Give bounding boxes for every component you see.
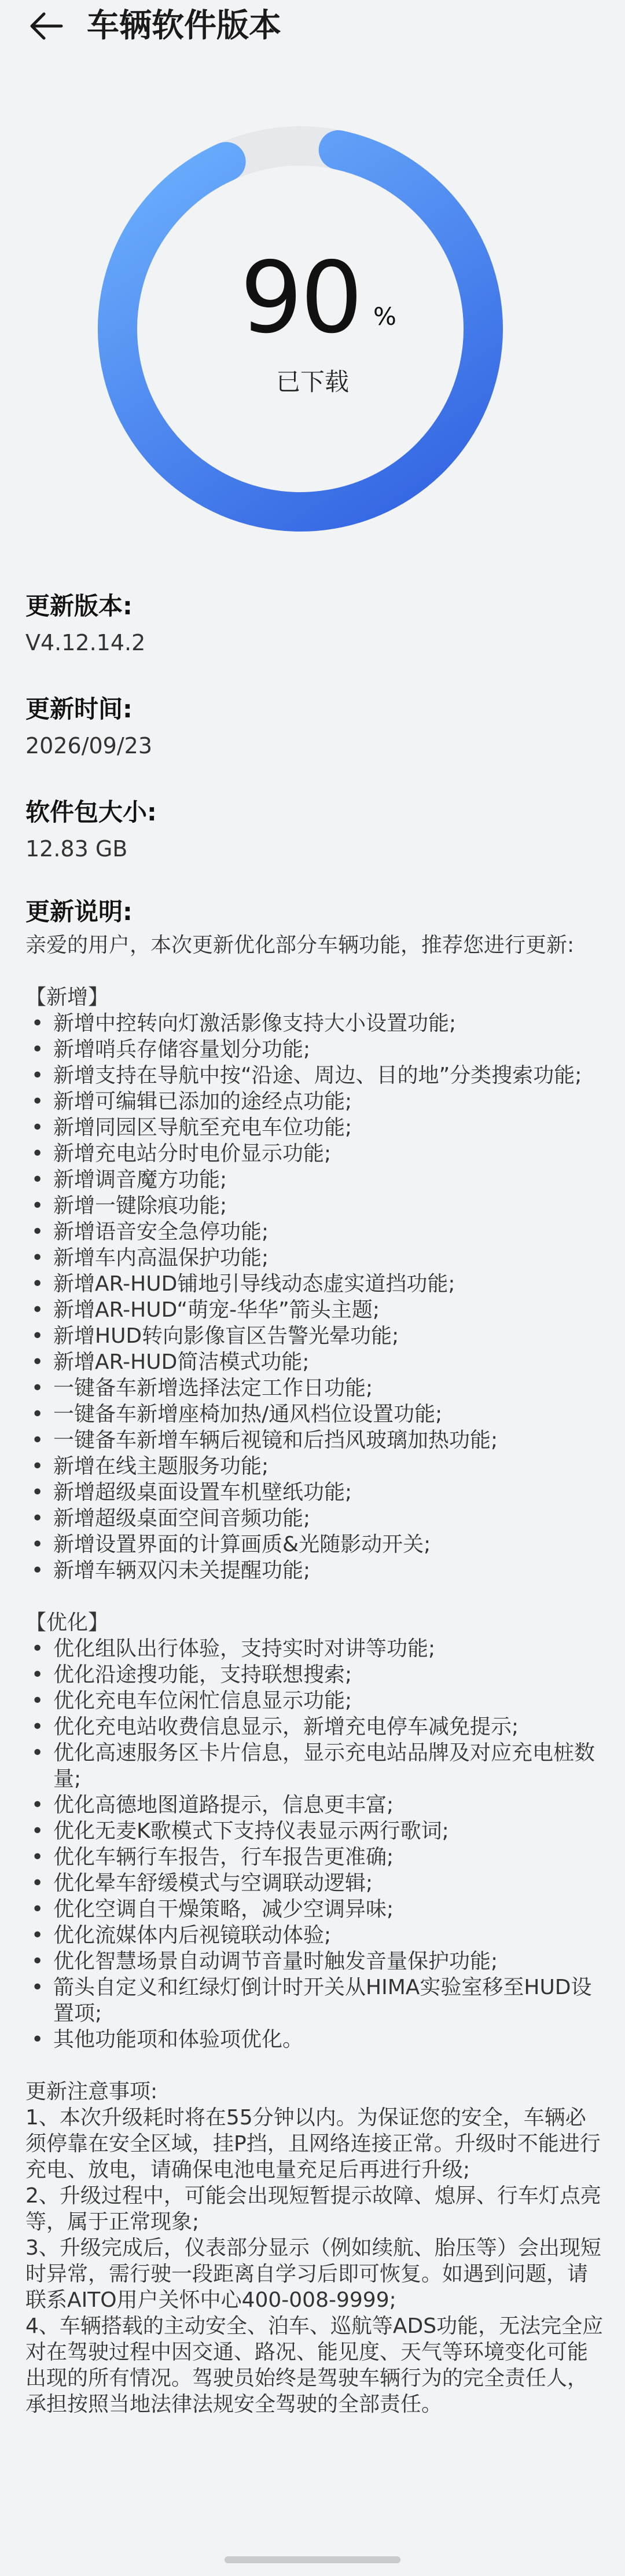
back-button[interactable]: [22, 5, 71, 47]
cautions-title: 更新注意事项:: [25, 2080, 158, 2104]
release-notes: [25, 932, 604, 2417]
optimization-item: • 优化空调自干燥策略，减少空调异味;: [25, 1896, 604, 1922]
optimization-item: • 优化高速服务区卡片信息，显示充电站品牌及对应充电桩数量;: [25, 1740, 604, 1792]
new-feature-item: • 新增一键除痕功能;: [25, 1193, 604, 1219]
percent-unit: %: [373, 302, 396, 331]
top-bar: [0, 0, 625, 52]
optimization-item: • 优化晕车舒缓模式与空调联动逻辑;: [25, 1870, 604, 1896]
new-feature-item: • 一键备车新增车辆后视镜和后挡风玻璃加热功能;: [25, 1427, 604, 1453]
optimization-item: • 优化沿途搜功能，支持联想搜索;: [25, 1662, 604, 1688]
optimization-item: • 优化充电站收费信息显示，新增充电停车减免提示;: [25, 1714, 604, 1740]
update-time-label: 更新时间:: [25, 695, 133, 723]
new-feature-item: • 新增调音魔方功能;: [25, 1167, 604, 1193]
caution-item: 1、本次升级耗时将在55分钟以内。为保证您的安全，车辆必须停靠在安全区域，挂P挡，且网络连接正常。升级时不能进行充电、放电，请确保电池电量充足后再进行升级;: [25, 2106, 601, 2182]
progress-percent: 90: [240, 241, 361, 356]
new-feature-item: • 新增充电站分时电价显示功能;: [25, 1141, 604, 1167]
new-feature-item: • 一键备车新增选择法定工作日功能;: [25, 1375, 604, 1401]
new-feature-item: • 新增车辆双闪未关提醒功能;: [25, 1558, 604, 1584]
optimizations-list: [25, 1636, 604, 2053]
optimization-item: • 优化车辆行车报告，行车报告更准确;: [25, 1844, 604, 1870]
release-notes-intro: 亲爱的用户，本次更新优化部分车辆功能，推荐您进行更新:: [25, 933, 575, 957]
arrow-left-icon: [29, 12, 64, 41]
caution-item: 4、车辆搭载的主动安全、泊车、巡航等ADS功能，无法完全应对在驾驶过程中因交通、路况、能见度、天气等环境变化可能出现的所有情况。驾驶员始终是驾驶车辆行为的完全责任人，承担按照当地法律法规安全驾驶的全部责任。: [25, 2314, 604, 2416]
optimization-item: • 优化流媒体内后视镜联动体验;: [25, 1922, 604, 1948]
new-feature-item: • 新增AR-HUD“萌宠-华华”箭头主题;: [25, 1297, 604, 1323]
new-feature-item: • 新增同园区导航至充电车位功能;: [25, 1115, 604, 1141]
download-status: 已下载: [275, 368, 349, 396]
optimization-item: • 优化无麦K歌模式下支持仪表显示两行歌词;: [25, 1818, 604, 1844]
new-feature-item: • 新增超级桌面空间音频功能;: [25, 1505, 604, 1531]
new-features-title: 【新增】: [25, 985, 109, 1009]
update-time-value: 2026/09/23: [25, 733, 153, 758]
optimization-item: • 优化充电车位闲忙信息显示功能;: [25, 1688, 604, 1714]
home-indicator[interactable]: [225, 2556, 400, 2563]
package-size-value: 12.83 GB: [25, 836, 128, 862]
new-feature-item: • 新增支持在导航中按“沿途、周边、目的地”分类搜索功能;: [25, 1062, 604, 1089]
page-title: 车辆软件版本: [87, 7, 281, 45]
optimization-item: • 其他功能项和体验项优化。: [25, 2027, 604, 2053]
new-feature-item: • 新增AR-HUD简洁模式功能;: [25, 1349, 604, 1375]
optimization-item: • 优化组队出行体验，支持实时对讲等功能;: [25, 1636, 604, 1662]
version-label: 更新版本:: [25, 592, 133, 620]
version-value: V4.12.14.2: [25, 630, 146, 655]
package-size-label: 软件包大小:: [25, 798, 157, 826]
new-feature-item: • 新增哨兵存储容量划分功能;: [25, 1036, 604, 1062]
new-feature-item: • 新增AR-HUD铺地引导线动态虚实道挡功能;: [25, 1271, 604, 1297]
new-feature-item: • 新增可编辑已添加的途经点功能;: [25, 1089, 604, 1115]
optimization-item: • 优化高德地图道路提示，信息更丰富;: [25, 1792, 604, 1818]
new-feature-item: • 一键备车新增座椅加热/通风档位设置功能;: [25, 1401, 604, 1427]
release-notes-label: 更新说明:: [25, 897, 133, 926]
download-progress-ring: [93, 122, 532, 538]
new-feature-item: • 新增超级桌面设置车机壁纸功能;: [25, 1479, 604, 1505]
optimization-item: • 箭头自定义和红绿灯倒计时开关从HIMA实验室移至HUD设置项;: [25, 1974, 604, 2027]
optimization-item: • 优化智慧场景自动调节音量时触发音量保护功能;: [25, 1948, 604, 1974]
new-feature-item: • 新增语音安全急停功能;: [25, 1219, 604, 1245]
new-feature-item: • 新增车内高温保护功能;: [25, 1245, 604, 1271]
new-feature-item: • 新增HUD转向影像盲区告警光晕功能;: [25, 1323, 604, 1349]
new-features-list: [25, 1010, 604, 1584]
new-feature-item: • 新增设置界面的计算画质&光随影动开关;: [25, 1531, 604, 1558]
new-feature-item: • 新增中控转向灯激活影像支持大小设置功能;: [25, 1010, 604, 1036]
new-feature-item: • 新增在线主题服务功能;: [25, 1453, 604, 1479]
caution-item: 3、升级完成后，仪表部分显示（例如续航、胎压等）会出现短时异常，需行驶一段距离自学习后即可恢复。如遇到问题，请联系AITO用户关怀中心400-008-9999;: [25, 2236, 601, 2312]
caution-item: 2、升级过程中，可能会出现短暂提示故障、熄屏、行车灯点亮等，属于正常现象;: [25, 2184, 601, 2234]
optimizations-title: 【优化】: [25, 1611, 109, 1635]
